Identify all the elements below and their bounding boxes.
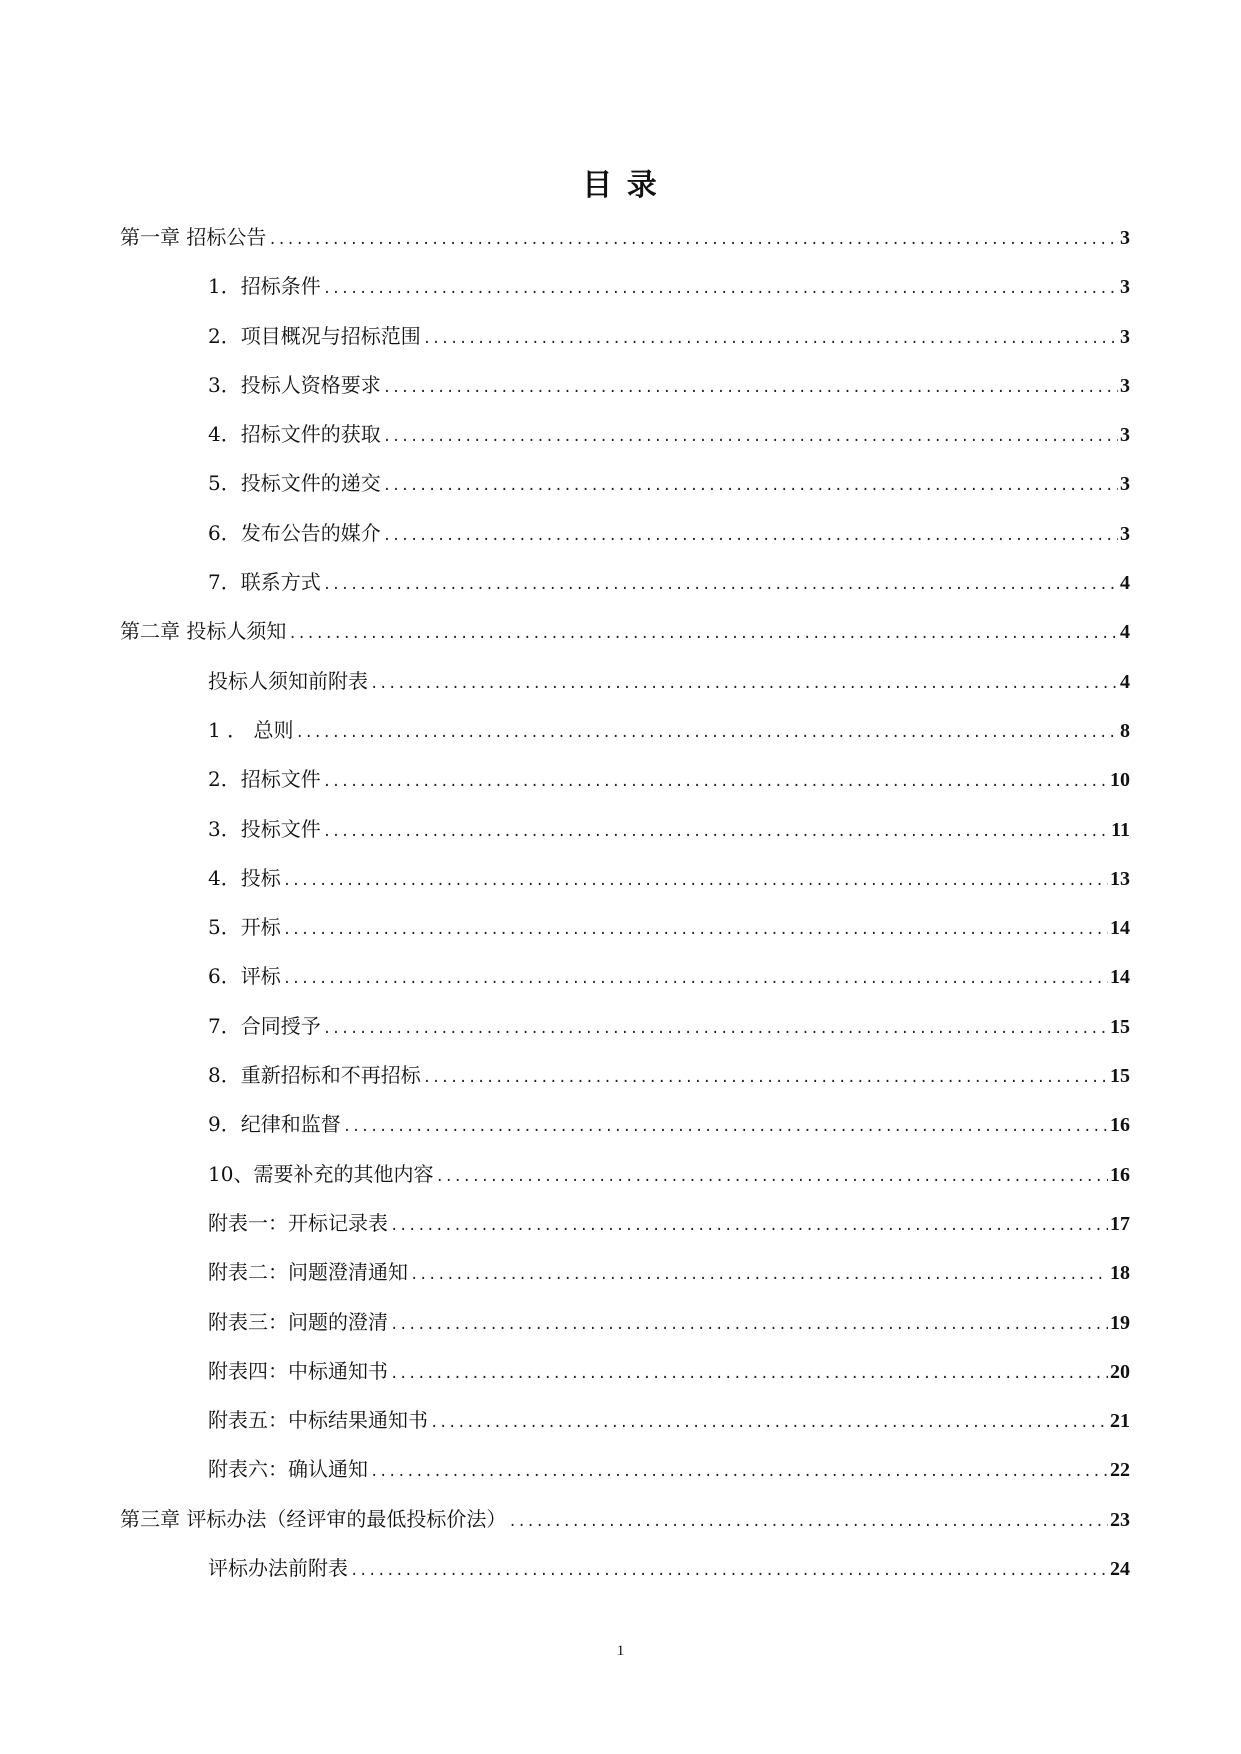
toc-dot-leader xyxy=(390,1301,1108,1350)
toc-section-entry[interactable] xyxy=(120,262,1130,311)
toc-entry-page: 3 xyxy=(1120,424,1130,447)
toc-entry-label: 附表二：问题澄清通知 xyxy=(208,1260,408,1285)
toc-section-entry[interactable] xyxy=(120,805,1130,854)
toc-dot-leader xyxy=(283,906,1108,955)
toc-dot-leader xyxy=(383,512,1118,561)
toc-entry-label: 2．招标文件 xyxy=(208,767,321,792)
toc-entry-page: 4 xyxy=(1120,572,1130,595)
toc-section-entry[interactable] xyxy=(120,459,1130,508)
toc-dot-leader xyxy=(430,1399,1108,1448)
toc-entry-label: 3．投标文件 xyxy=(208,816,321,841)
toc-dot-leader xyxy=(383,364,1118,413)
toc-section-entry[interactable] xyxy=(120,410,1130,459)
toc-entry-page: 11 xyxy=(1111,818,1130,841)
toc-entry-page: 3 xyxy=(1120,276,1130,299)
toc-dot-leader xyxy=(508,1498,1108,1547)
toc-section-entry[interactable] xyxy=(120,1051,1130,1100)
table-of-contents xyxy=(120,213,1130,1593)
toc-entry-page: 3 xyxy=(1120,473,1130,496)
toc-entry-label: 4．投标 xyxy=(208,865,281,890)
toc-entry-page: 23 xyxy=(1110,1508,1130,1531)
toc-entry-label: 附表一：开标记录表 xyxy=(208,1210,388,1235)
toc-entry-page: 24 xyxy=(1110,1558,1130,1581)
toc-section-entry[interactable] xyxy=(120,1248,1130,1297)
toc-chapter-entry[interactable] xyxy=(120,213,1130,262)
toc-entry-label: 第三章 评标办法（经评审的最低投标价法） xyxy=(120,1506,507,1531)
toc-section-entry[interactable] xyxy=(120,1396,1130,1445)
toc-entry-label: 10、需要补充的其他内容 xyxy=(208,1161,434,1186)
toc-section-entry[interactable] xyxy=(120,1298,1130,1347)
toc-dot-leader xyxy=(370,660,1118,709)
toc-dot-leader xyxy=(410,1251,1108,1300)
toc-dot-leader xyxy=(283,857,1108,906)
toc-dot-leader xyxy=(323,265,1118,314)
toc-dot-leader xyxy=(383,462,1118,511)
toc-entry-page: 21 xyxy=(1110,1410,1130,1433)
toc-entry-label: 5．投标文件的递交 xyxy=(208,471,381,496)
toc-entry-label: 6．发布公告的媒介 xyxy=(208,520,381,545)
toc-section-entry[interactable] xyxy=(120,657,1130,706)
toc-section-entry[interactable] xyxy=(120,903,1130,952)
toc-entry-page: 19 xyxy=(1110,1311,1130,1334)
toc-section-entry[interactable] xyxy=(120,361,1130,410)
toc-entry-label: 投标人须知前附表 xyxy=(208,668,368,693)
toc-entry-label: 3．投标人资格要求 xyxy=(208,372,381,397)
toc-entry-label: 第二章 投标人须知 xyxy=(120,619,287,644)
page-number: 1 xyxy=(616,1643,625,1659)
toc-section-entry[interactable] xyxy=(120,558,1130,607)
toc-entry-page: 16 xyxy=(1110,1163,1130,1186)
toc-entry-page: 15 xyxy=(1110,1065,1130,1088)
toc-section-entry[interactable] xyxy=(120,706,1130,755)
toc-dot-leader xyxy=(283,955,1108,1004)
toc-dot-leader xyxy=(323,808,1109,857)
toc-title: 目 录 xyxy=(582,168,659,203)
toc-section-entry[interactable] xyxy=(120,1100,1130,1149)
toc-entry-page: 17 xyxy=(1110,1212,1130,1235)
toc-dot-leader xyxy=(423,315,1118,364)
toc-dot-leader xyxy=(268,216,1118,265)
toc-entry-label: 6．评标 xyxy=(208,964,281,989)
toc-dot-leader xyxy=(323,1005,1108,1054)
toc-entry-label: 附表六：确认通知 xyxy=(208,1457,368,1482)
toc-entry-page: 4 xyxy=(1120,670,1130,693)
toc-dot-leader xyxy=(323,561,1118,610)
toc-entry-page: 8 xyxy=(1120,719,1130,742)
toc-dot-leader xyxy=(435,1153,1108,1202)
toc-entry-page: 16 xyxy=(1110,1114,1130,1137)
toc-entry-page: 15 xyxy=(1110,1015,1130,1038)
toc-entry-label: 1．招标条件 xyxy=(208,274,321,299)
toc-entry-page: 3 xyxy=(1120,325,1130,348)
toc-entry-page: 18 xyxy=(1110,1262,1130,1285)
toc-section-entry[interactable] xyxy=(120,1199,1130,1248)
toc-entry-label: 第一章 招标公告 xyxy=(120,225,267,249)
toc-section-entry[interactable] xyxy=(120,312,1130,361)
toc-section-entry[interactable] xyxy=(120,755,1130,804)
toc-entry-page: 4 xyxy=(1120,621,1130,644)
toc-section-entry[interactable] xyxy=(120,1445,1130,1494)
toc-section-entry[interactable] xyxy=(120,952,1130,1001)
toc-entry-label: 附表五：中标结果通知书 xyxy=(208,1408,428,1433)
toc-entry-page: 22 xyxy=(1110,1459,1130,1482)
toc-entry-label: 1 ． 总则 xyxy=(208,717,294,742)
toc-entry-label: 附表三：问题的澄清 xyxy=(208,1309,388,1334)
toc-entry-page: 20 xyxy=(1110,1360,1130,1383)
toc-section-entry[interactable] xyxy=(120,1544,1130,1593)
toc-dot-leader xyxy=(323,758,1108,807)
toc-dot-leader xyxy=(343,1103,1108,1152)
toc-entry-label: 8．重新招标和不再招标 xyxy=(208,1063,421,1088)
toc-section-entry[interactable] xyxy=(120,854,1130,903)
toc-entry-label: 5．开标 xyxy=(208,915,281,940)
toc-entry-page: 13 xyxy=(1110,867,1130,890)
toc-dot-leader xyxy=(423,1054,1108,1103)
toc-section-entry[interactable] xyxy=(120,1002,1130,1051)
toc-section-entry[interactable] xyxy=(120,1150,1130,1199)
toc-entry-page: 3 xyxy=(1120,374,1130,397)
toc-entry-page: 14 xyxy=(1110,966,1130,989)
toc-dot-leader xyxy=(370,1448,1108,1497)
toc-chapter-entry[interactable] xyxy=(120,1495,1130,1544)
toc-entry-page: 14 xyxy=(1110,917,1130,940)
toc-entry-label: 7．合同授予 xyxy=(208,1013,321,1038)
toc-entry-page: 10 xyxy=(1110,769,1130,792)
toc-chapter-entry[interactable] xyxy=(120,607,1130,656)
toc-entry-label: 9．纪律和监督 xyxy=(208,1112,341,1137)
toc-entry-page: 3 xyxy=(1120,227,1130,249)
toc-dot-leader xyxy=(350,1547,1108,1596)
toc-entry-page: 3 xyxy=(1120,522,1130,545)
toc-dot-leader xyxy=(390,1202,1108,1251)
toc-entry-label: 评标办法前附表 xyxy=(208,1556,348,1581)
toc-dot-leader xyxy=(288,610,1118,659)
toc-entry-label: 附表四：中标通知书 xyxy=(208,1358,388,1383)
toc-entry-label: 2．项目概况与招标范围 xyxy=(208,323,421,348)
toc-entry-label: 7．联系方式 xyxy=(208,570,321,595)
toc-dot-leader xyxy=(390,1350,1108,1399)
toc-entry-label: 4．招标文件的获取 xyxy=(208,422,381,447)
toc-section-entry[interactable] xyxy=(120,1347,1130,1396)
toc-section-entry[interactable] xyxy=(120,509,1130,558)
toc-dot-leader xyxy=(383,413,1118,462)
toc-dot-leader xyxy=(295,709,1118,758)
